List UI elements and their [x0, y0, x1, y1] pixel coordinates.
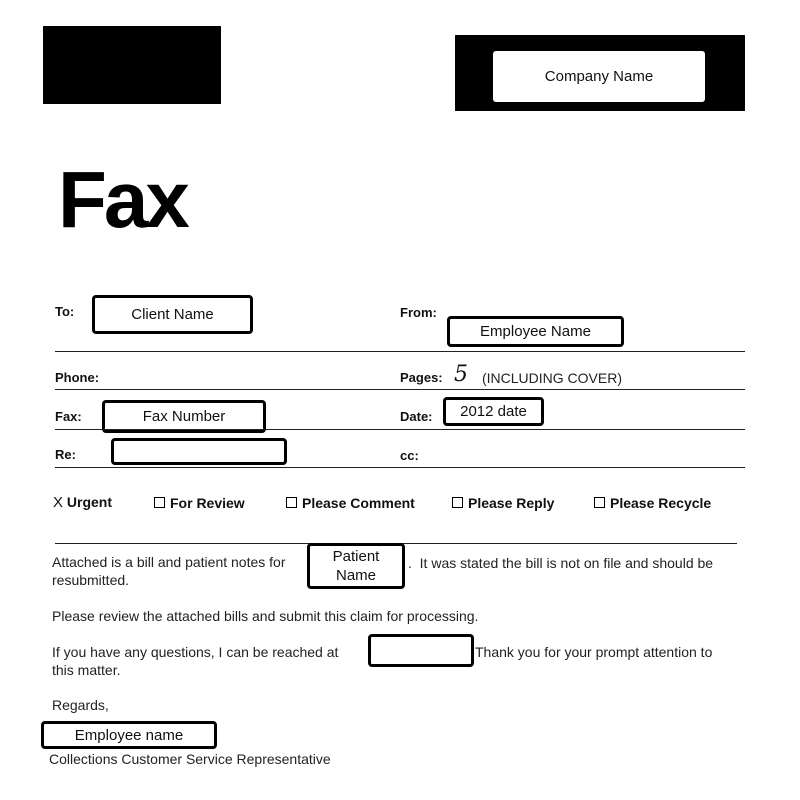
date-label: Date:	[400, 409, 433, 424]
checkbox-icon	[154, 497, 165, 508]
closing-regards: Regards,	[52, 697, 109, 713]
option-please-recycle	[594, 495, 711, 511]
row-divider	[55, 467, 745, 468]
body-p3-start: If you have any questions, I can be reached at	[52, 644, 339, 660]
checkbox-icon	[452, 497, 463, 508]
date-value: 2012 date	[443, 397, 544, 426]
row-divider	[55, 351, 745, 352]
pages-handwritten: 5	[454, 362, 468, 387]
urgent-mark: X	[53, 494, 64, 511]
to-value: Client Name	[92, 295, 253, 334]
redacted-contact-box	[368, 634, 474, 667]
pages-label: Pages:	[400, 370, 443, 385]
re-label: Re:	[55, 447, 76, 462]
please-reply-label: Please Reply	[468, 495, 555, 511]
signature-title: Collections Customer Service Representative	[49, 751, 331, 767]
please-comment-label: Please Comment	[302, 495, 415, 511]
fax-value: Fax Number	[102, 400, 266, 433]
re-value	[111, 438, 287, 465]
row-divider	[55, 429, 745, 430]
redacted-logo-block	[43, 26, 221, 104]
body-p1-start: Attached is a bill and patient notes for	[52, 554, 286, 570]
please-recycle-label: Please Recycle	[610, 495, 712, 511]
urgent-label: Urgent	[66, 494, 113, 510]
from-label: From:	[400, 305, 437, 320]
checkbox-icon	[594, 497, 605, 508]
patient-name-line1: Patient	[332, 548, 380, 565]
option-please-comment	[286, 495, 415, 511]
pages-note: (INCLUDING COVER)	[482, 370, 623, 386]
body-p1-continued: resubmitted.	[52, 572, 130, 588]
from-value: Employee Name	[447, 316, 624, 347]
body-p3-end: Thank you for your prompt attention to	[475, 644, 713, 660]
row-divider	[55, 389, 745, 390]
phone-label: Phone:	[55, 370, 100, 385]
company-name: Company Name	[493, 51, 705, 102]
body-p2: Please review the attached bills and submit this claim for processing.	[52, 608, 479, 624]
patient-name-box	[307, 543, 405, 589]
option-urgent	[53, 494, 112, 511]
option-for-review	[154, 495, 245, 511]
patient-name-line2: Name	[335, 567, 376, 584]
checkbox-icon	[286, 497, 297, 508]
fax-label: Fax:	[55, 409, 82, 424]
cc-label: cc:	[400, 448, 419, 463]
body-p3-continued: this matter.	[52, 662, 121, 678]
signature-name: Employee name	[41, 721, 217, 749]
body-p1-end: . It was stated the bill is not on file and should be	[408, 555, 714, 571]
option-please-reply	[452, 495, 554, 511]
for-review-label: For Review	[170, 495, 245, 511]
page-title: Fax	[58, 155, 187, 244]
to-label: To:	[55, 304, 75, 319]
